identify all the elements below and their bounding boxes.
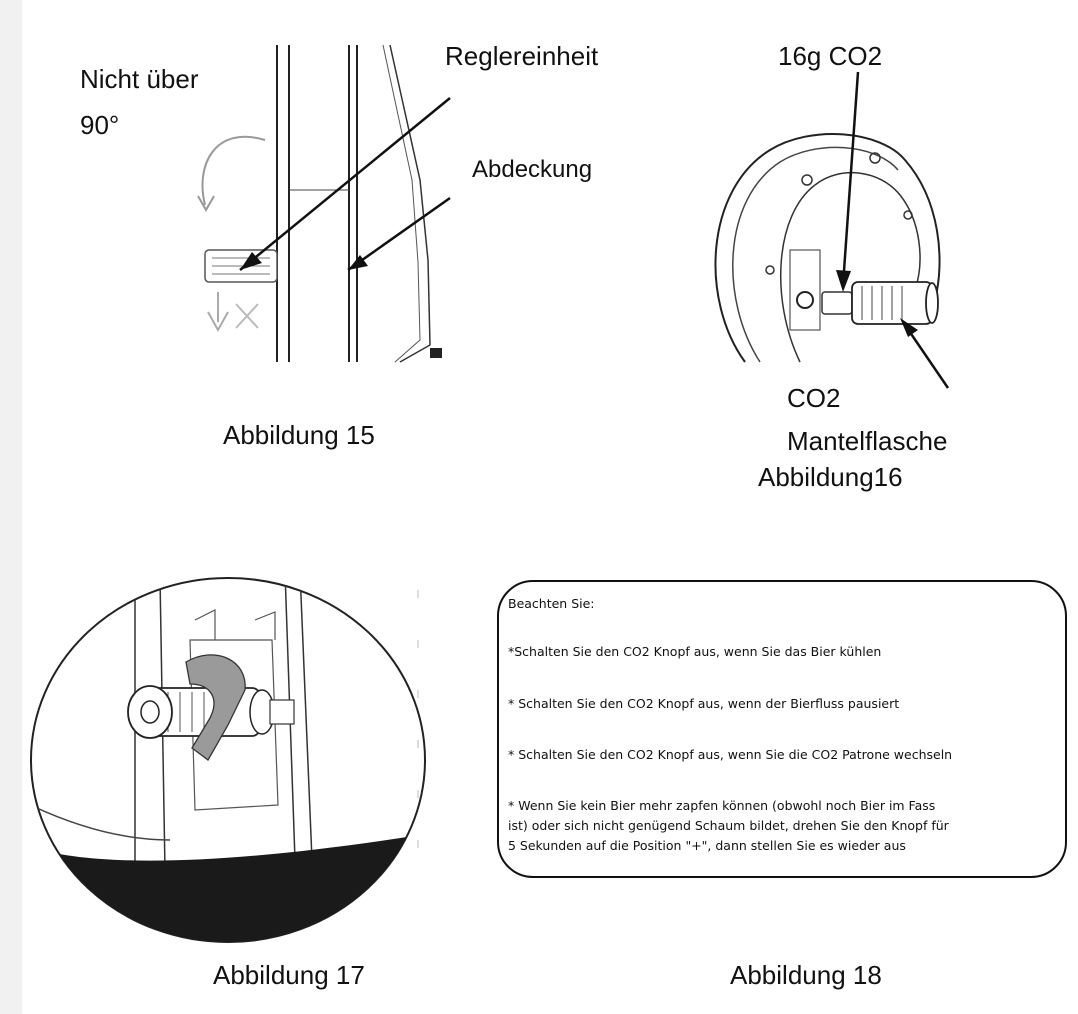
figure-15-caption: Abbildung 15	[223, 420, 375, 450]
label-abdeckung: Abdeckung	[472, 156, 593, 183]
label-16g-co2: 16g CO2	[778, 41, 883, 71]
notice-item-2: * Schalten Sie den CO2 Knopf aus, wenn der Bierfluss pausiert	[508, 696, 900, 711]
label-nicht-ueber: Nicht über	[80, 64, 199, 94]
notice-item-3: * Schalten Sie den CO2 Knopf aus, wenn Sie die CO2 Patrone wechseln	[508, 747, 953, 762]
notice-item-4-line-3: 5 Sekunden auf die Position "+", dann stellen Sie es wieder aus	[508, 838, 906, 853]
label-co2: CO2	[787, 383, 841, 413]
figure-17-caption: Abbildung 17	[213, 960, 365, 990]
label-reglereinheit: Reglereinheit	[445, 41, 599, 71]
notice-heading: Beachten Sie:	[508, 596, 595, 611]
label-mantelflasche: Mantelflasche	[787, 426, 948, 456]
notice-box	[497, 580, 1067, 878]
figure-16-caption: Abbildung16	[758, 462, 903, 492]
notice-item-4-line-2: ist) oder sich nicht genügend Schaum bildet, drehen Sie den Knopf für	[508, 818, 949, 833]
label-90-degrees: 90°	[80, 110, 120, 140]
notice-item-1: *Schalten Sie den CO2 Knopf aus, wenn Sie das Bier kühlen	[508, 644, 882, 659]
notice-item-4-line-1: * Wenn Sie kein Bier mehr zapfen können (obwohl noch Bier im Fass	[508, 798, 936, 813]
figure-18-caption: Abbildung 18	[730, 960, 882, 990]
